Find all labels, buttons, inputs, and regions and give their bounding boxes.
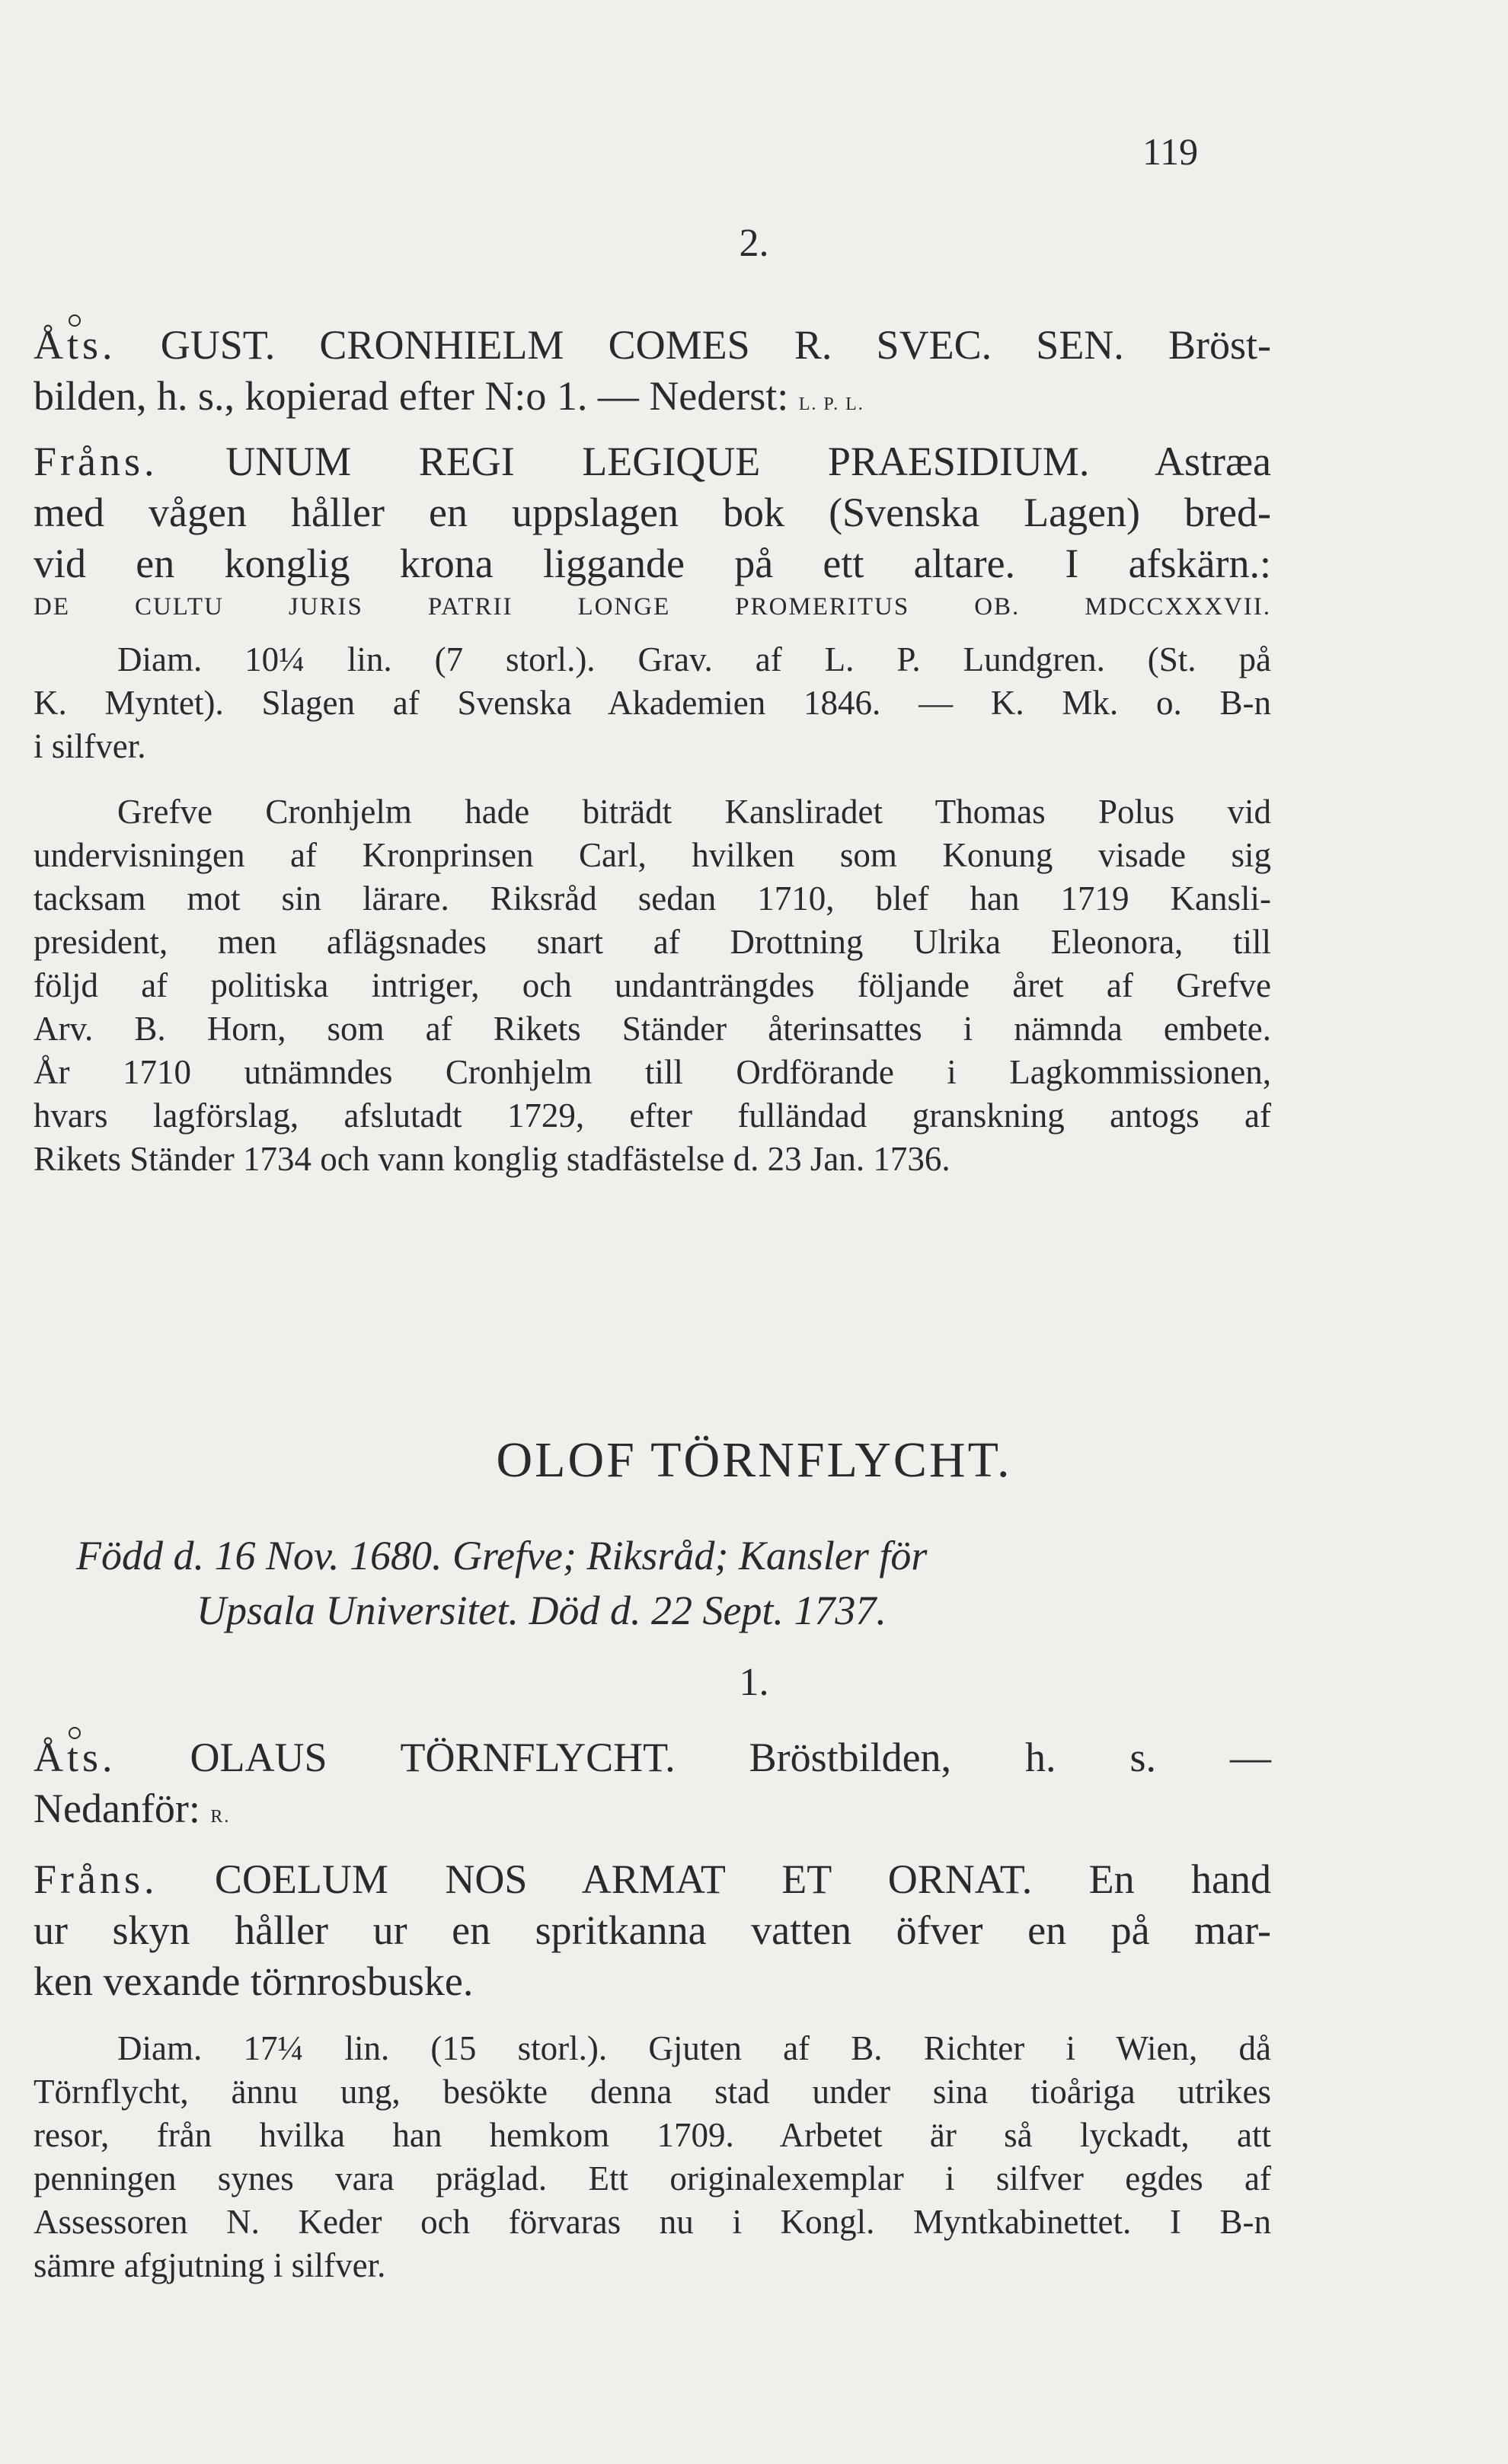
obverse-line-1: Åts. OLAUS TÖRNFLYCHT. Bröstbilden, h. s. — (34, 1735, 1271, 1780)
subtitle-line-2: Upsala Universitet. Död d. 22 Sept. 1737. (196, 1588, 887, 1633)
section-2-obverse (34, 320, 1271, 430)
reverse-line-1: Fråns. COELUM NOS ARMAT ET ORNAT. En hand (34, 1856, 1271, 1902)
reverse-line-1: Fråns. UNUM REGI LEGIQUE PRAESIDIUM. Astræa (34, 439, 1271, 484)
biography-line: Grefve Cronhjelm hade biträdt Kansliradet Thomas Polus vid (117, 793, 1271, 831)
reverse-line-3: ken vexande törnrosbuske. (34, 1958, 474, 2004)
biography-line: Rikets Ständer 1734 och vann konglig stadfästelse d. 23 Jan. 1736. (34, 1140, 950, 1178)
person-heading: OLOF TÖRNFLYCHT. (496, 1432, 1012, 1488)
obverse-line-2: Nedanför: R. (34, 1786, 231, 1831)
page-number: 119 (1142, 130, 1199, 173)
biography-line: Arv. B. Horn, som af Rikets Ständer återinsattes i nämnda embete. (34, 1010, 1271, 1048)
obverse-lead: Åts. (34, 1735, 117, 1780)
section-2-biography (34, 790, 1271, 1181)
section-1-details (34, 2027, 1271, 2287)
biography-line: president, men aflägsnades snart af Drottning Ulrika Eleonora, till (34, 923, 1271, 961)
details-line: Törnflycht, ännu ung, besökte denna stad under sina tioåriga utrikes (34, 2073, 1271, 2111)
obverse-line-2: bilden, h. s., kopierad efter N:o 1. — Nederst: L. P. L. (34, 373, 864, 419)
biography-line: tacksam mot sin lärare. Riksråd sedan 1710, blef han 1719 Kansli- (34, 879, 1271, 918)
section-2-reverse (34, 436, 1271, 624)
details-line: Assessoren N. Keder och förvaras nu i Kongl. Myntkabinettet. I B-n (34, 2203, 1271, 2241)
section-1-obverse (34, 1732, 1271, 1843)
reverse-line-2: med vågen håller en uppslagen bok (Svenska Lagen) bred- (34, 490, 1271, 535)
obverse-lead: Åts. (34, 322, 117, 368)
details-line: Diam. 17¼ lin. (15 storl.). Gjuten af B. Richter i Wien, då (117, 2029, 1271, 2067)
reverse-lead: Fråns. (34, 439, 158, 484)
reverse-exergue: DE CULTU JURIS PATRII LONGE PROMERITUS OB. MDCCXXXVII. (34, 593, 1271, 621)
biography-line: År 1710 utnämndes Cronhjelm till Ordförande i Lagkommissionen, (34, 1053, 1271, 1091)
biography-line: undervisningen af Kronprinsen Carl, hvilken som Konung visade sig (34, 836, 1271, 874)
section-number-1: 1. (739, 1661, 769, 1704)
section-2-details (34, 638, 1271, 768)
reverse-line-3: vid en konglig krona liggande på ett altare. I afskärn.: (34, 541, 1271, 586)
subtitle-line-1: Född d. 16 Nov. 1680. Grefve; Riksråd; Kansler för (76, 1533, 928, 1578)
details-line: penningen synes vara präglad. Ett originalexemplar i silfver egdes af (34, 2159, 1271, 2197)
reverse-lead: Fråns. (34, 1856, 158, 1902)
reverse-line-2: ur skyn håller ur en spritkanna vatten öfver en på mar- (34, 1907, 1271, 1953)
biography-line: följd af politiska intriger, och undanträngdes följande året af Grefve (34, 966, 1271, 1004)
obverse-line-1: Åts. GUST. CRONHIELM COMES R. SVEC. SEN. Bröst- (34, 322, 1271, 368)
section-number-2: 2. (739, 222, 769, 265)
details-line: sämre afgjutning i silfver. (34, 2246, 386, 2284)
details-line: resor, från hvilka han hemkom 1709. Arbetet är så lyckadt, att (34, 2116, 1271, 2154)
details-line: i silfver. (34, 727, 146, 765)
biography-line: hvars lagförslag, afslutadt 1729, efter fulländad granskning antogs af (34, 1096, 1271, 1135)
details-line: Diam. 10¼ lin. (7 storl.). Grav. af L. P. Lundgren. (St. på (117, 640, 1271, 678)
section-1-reverse (34, 1854, 1271, 2007)
details-line: K. Myntet). Slagen af Svenska Akademien 1846. — K. Mk. o. B-n (34, 684, 1271, 722)
